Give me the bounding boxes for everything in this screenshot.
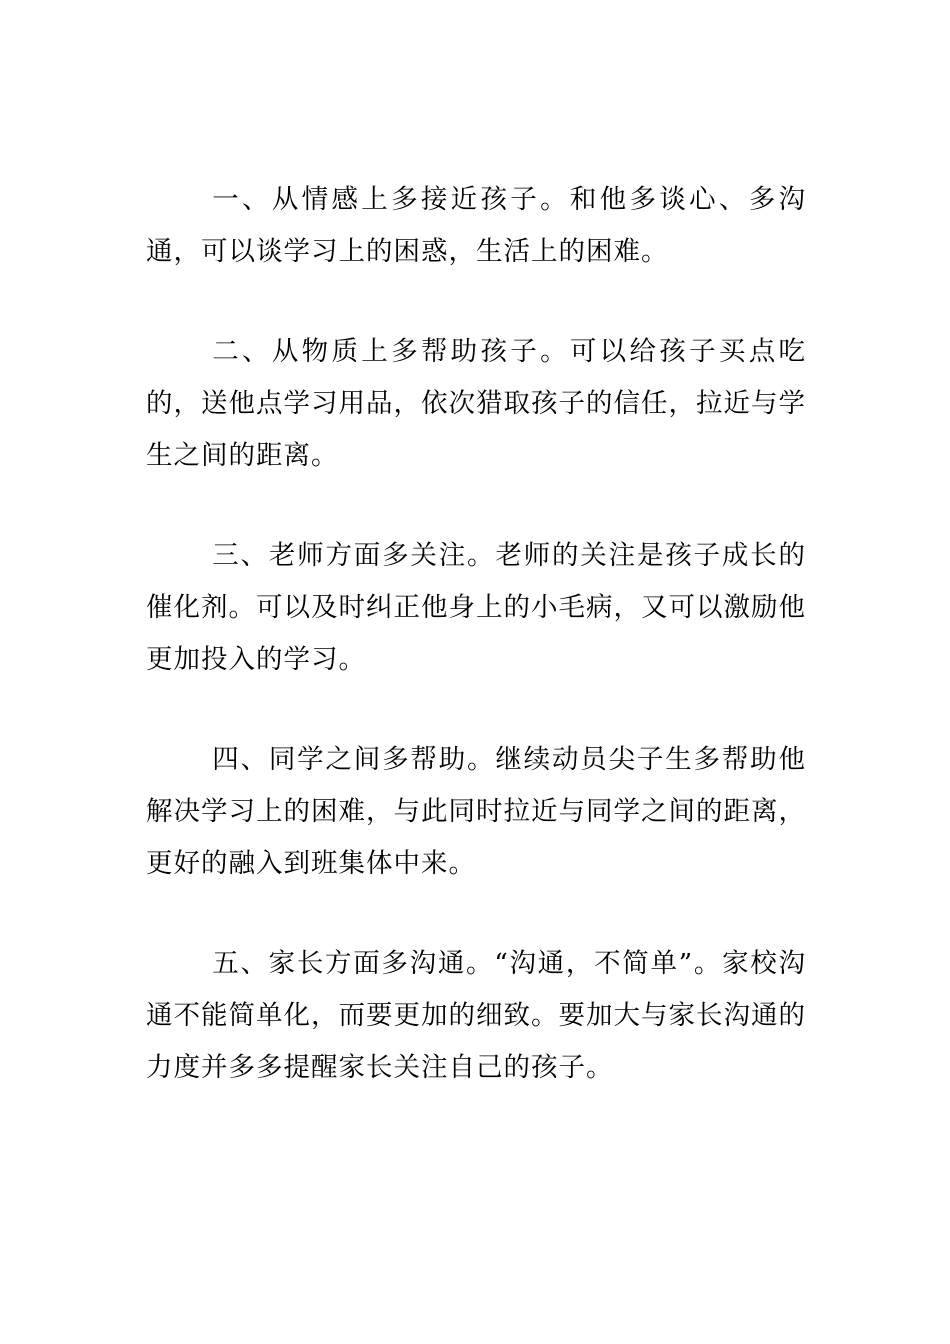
- paragraph-5: 五、家长方面多沟通。“沟通，不简单”。家校沟通不能简单化，而要更加的细致。要加大与家长沟通的力度并多多提醒家长关注自己的孩子。: [146, 948, 806, 1083]
- paragraph-1: 一、从情感上多接近孩子。和他多谈心、多沟通，可以谈学习上的困惑，生活上的困难。: [146, 184, 806, 267]
- paragraph-4: 四、同学之间多帮助。继续动员尖子生多帮助他解决学习上的困难，与此同时拉近与同学之间的距离，更好的融入到班集体中来。: [146, 744, 806, 879]
- paragraph-2: 二、从物质上多帮助孩子。可以给孩子买点吃的，送他点学习用品，依次猎取孩子的信任，拉近与学生之间的距离。: [146, 336, 806, 471]
- document-page: [146, 174, 806, 1142]
- paragraph-3: 三、老师方面多关注。老师的关注是孩子成长的催化剂。可以及时纠正他身上的小毛病，又可以激励他更加投入的学习。: [146, 540, 806, 675]
